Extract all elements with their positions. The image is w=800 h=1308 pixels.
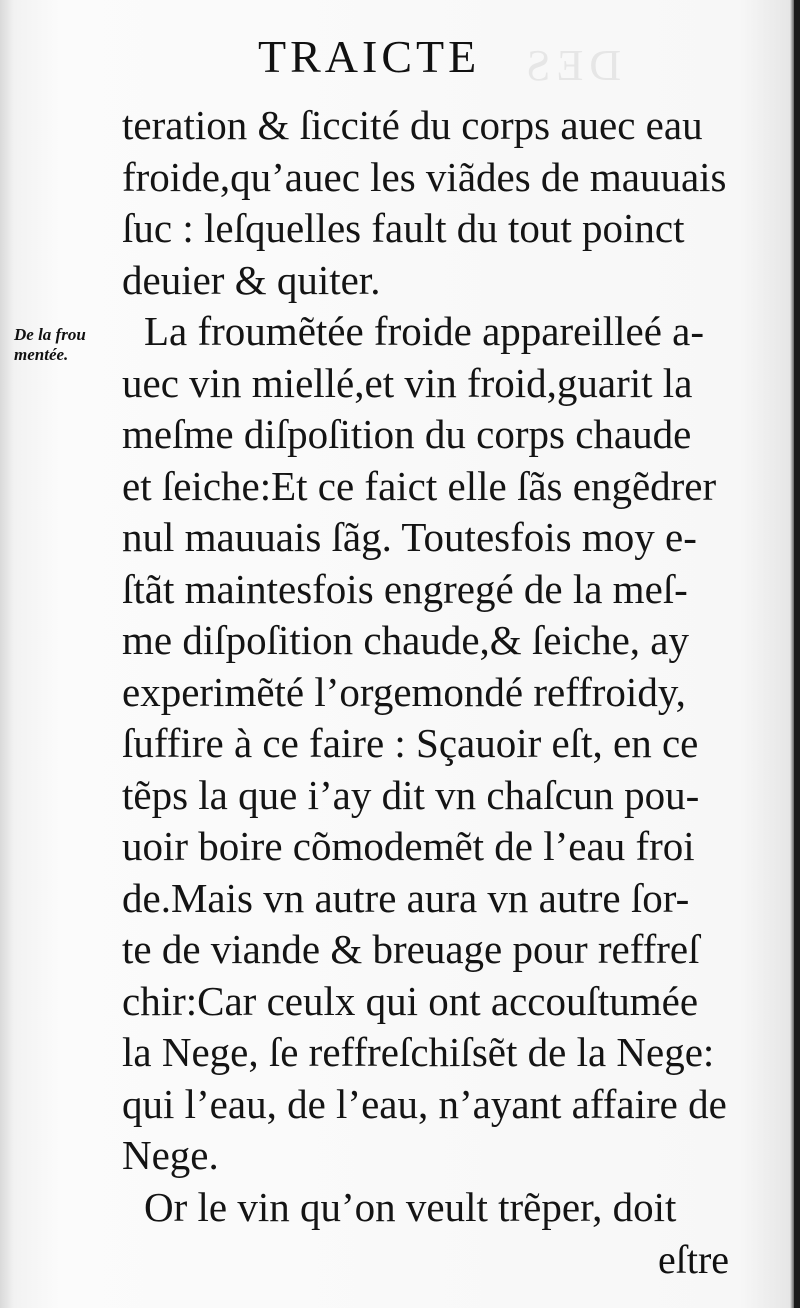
text-line: tẽps la que i’ay dit vn chaſcun pou- [122,771,700,818]
text-line: ſuffire à ce faire : Sçauoir eſt, en ce [122,720,699,766]
text-line: froide,qu’auec les viãdes de mauuais [122,153,727,200]
text-line: chir:Car ceulx qui ont accouſtumée [122,977,699,1024]
text-line: teration & ſiccité du corps auec eau [122,102,703,148]
text-line: la Nege, ſe reffreſchiſsẽt de la Nege: [122,1029,715,1075]
text-line: qui l’eau, de l’eau, n’ayant affaire de [122,1080,727,1127]
text-line: te de viande & breuage pour reffreſ [122,926,700,972]
text-line: uoir boire cõmodemẽt de l’eau froi [122,823,695,869]
margin-note-line: De la frou [14,325,86,344]
text-line: meſme diſpoſition du corps chaude [122,411,692,457]
text-line: et ſeiche:Et ce faict elle ſãs engẽdrer [122,462,717,509]
catchword: eſtre [658,1237,730,1282]
text-line: ſtãt maintesfois engregé de la meſ- [122,565,688,612]
text-line: deuier & quiter. [122,256,381,303]
text-line: experimẽté l’orgemondé reffroidy, [122,668,686,715]
text-line: de.Mais vn autre aura vn autre ſor- [122,874,690,921]
text-line: nul mauuais ſãg. Toutesfois moy e- [122,514,697,560]
text-line: Nege. [122,1132,219,1178]
running-head: TRAICTE [258,31,481,82]
text-line: uec vin miellé,et vin froid,guarit la [122,359,693,406]
text-line: ſuc : leſquelles fault du tout poinct [122,205,685,251]
text-line: me diſpoſition chaude,& ſeiche, ay [122,617,689,663]
body-text [122,100,742,1233]
margin-note [14,325,124,365]
paragraph-start-line: Or le vin qu’on veult trẽper, doit [144,1183,677,1230]
bleed-through-text: DES [520,41,622,90]
paragraph-start-line: La froumẽtée froide appareilleé a- [144,308,704,354]
margin-note-line: mentée. [14,345,69,364]
